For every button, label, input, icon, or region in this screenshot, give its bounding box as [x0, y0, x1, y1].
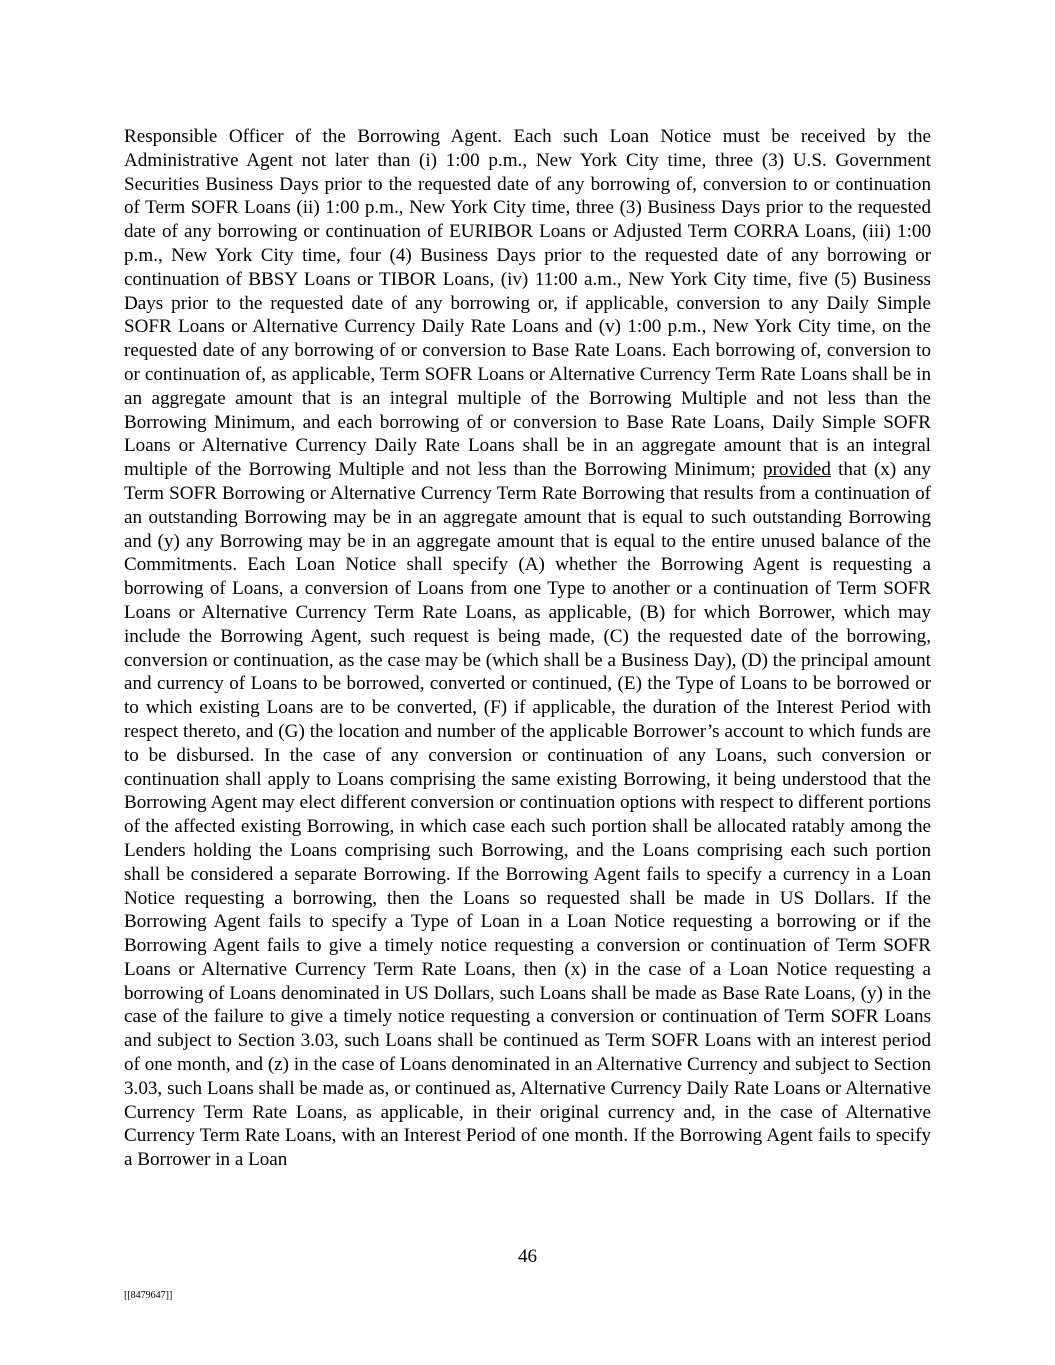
body-paragraph: [124, 125, 931, 1172]
document-id: [[8479647]]: [124, 1290, 173, 1301]
paragraph-text-part1: Responsible Officer of the Borrowing Agent. Each such Loan Notice must be received by the Administrative Agent not later than (i) 1:00 p.m., New York City time, three (3) U.S. Government Securities Business Days prior to the requested date of any borrowing of, conversion to or continuation of Term SOFR Loans (ii) 1:00 p.m., New York City time, three (3) Business Days prior to the requested date of any borrowing or continuation of EURIBOR Loans or Adjusted Term CORRA Loans, (iii) 1:00 p.m., New York City time, four (4) Business Days prior to the requested date of any borrowing or continuation of BBSY Loans or TIBOR Loans, (iv) 11:00 a.m., New York City time, five (5) Business Days prior to the requested date of any borrowing or, if applicable, conversion to any Daily Simple SOFR Loans or Alternative Currency Daily Rate Loans and (v) 1:00 p.m., New York City time, on the requested date of any borrowing of or conversion to Base Rate Loans. Each borrowing of, conversion to or continuation of, as applicable, Term SOFR Loans or Alternative Currency Term Rate Loans shall be in an aggregate amount that is an integral multiple of the Borrowing Multiple and not less than the Borrowing Minimum, and each borrowing of or conversion to Base Rate Loans, Daily Simple SOFR Loans or Alternative Currency Daily Rate Loans shall be in an aggregate amount that is an integral multiple of the Borrowing Multiple and not less than the Borrowing Minimum;: [124, 126, 931, 481]
provided-term: provided: [763, 459, 831, 481]
paragraph-text-part2: that (x) any Term SOFR Borrowing or Alternative Currency Term Rate Borrowing that results from a continuation of an outstanding Borrowing may be in an aggregate amount that is equal to such outstanding Borrowing and (y) any Borrowing may be in an aggregate amount that is equal to the entire unused balance of the Commitments. Each Loan Notice shall specify (A) whether the Borrowing Agent is requesting a borrowing of Loans, a conversion of Loans from one Type to another or a continuation of Term SOFR Loans or Alternative Currency Term Rate Loans, as applicable, (B) for which Borrower, which may include the Borrowing Agent, such request is being made, (C) the requested date of the borrowing, conversion or continuation, as the case may be (which shall be a Business Day), (D) the principal amount and currency of Loans to be borrowed, converted or continued, (E) the Type of Loans to be borrowed or to which existing Loans are to be converted, (F) if applicable, the duration of the Interest Period with respect thereto, and (G) the location and number of the applicable Borrower’s account to which funds are to be disbursed. In the case of any conversion or continuation of any Loans, such conversion or continuation shall apply to Loans comprising the same existing Borrowing, it being understood that the Borrowing Agent may elect different conversion or continuation options with respect to different portions of the affected existing Borrowing, in which case each such portion shall be allocated ratably among the Lenders holding the Loans comprising such Borrowing, and the Loans comprising each such portion shall be considered a separate Borrowing. If the Borrowing Agent fails to specify a currency in a Loan Notice requesting a borrowing, then the Loans so requested shall be made in US Dollars. If the Borrowing Agent fails to specify a Type of Loan in a Loan Notice requesting a borrowing or if the Borrowing Agent fails to give a timely notice requesting a conversion or continuation of Term SOFR Loans or Alternative Currency Term Rate Loans, then (x) in the case of a Loan Notice requesting a borrowing of Loans denominated in US Dollars, such Loans shall be made as Base Rate Loans, (y) in the case of the failure to give a timely notice requesting a conversion or continuation of Term SOFR Loans and subject to Section 3.03, such Loans shall be continued as Term SOFR Loans with an interest period of one month, and (z) in the case of Loans denominated in an Alternative Currency and subject to Section 3.03, such Loans shall be made as, or continued as, Alternative Currency Daily Rate Loans or Alternative Currency Term Rate Loans, as applicable, in their original currency and, in the case of Alternative Currency Term Rate Loans, with an Interest Period of one month. If the Borrowing Agent fails to specify a Borrower in a Loan: [124, 459, 931, 1171]
page-number: 46: [517, 1246, 538, 1267]
